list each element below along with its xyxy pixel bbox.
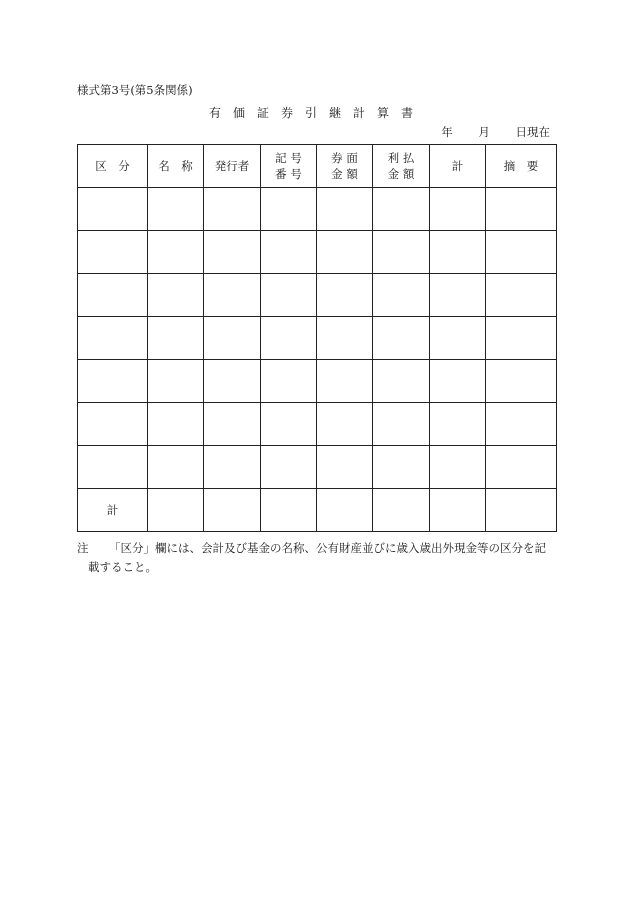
table-cell[interactable] xyxy=(204,360,261,403)
table-cell[interactable] xyxy=(317,489,373,532)
day-current-label: 日現在 xyxy=(515,125,550,139)
col-header-category: 区 分 xyxy=(78,145,148,188)
table-cell[interactable] xyxy=(204,317,261,360)
form-number: 様式第3号(第5条関係) xyxy=(77,83,193,97)
table-row xyxy=(78,317,557,360)
date-line xyxy=(441,124,550,140)
table-cell[interactable] xyxy=(78,274,148,317)
table-cell[interactable] xyxy=(204,489,261,532)
table-cell[interactable] xyxy=(317,403,373,446)
col-header-symbol-number: 記 号 番 号 xyxy=(261,145,317,188)
table-cell[interactable] xyxy=(486,317,557,360)
table-cell[interactable] xyxy=(317,231,373,274)
table-cell[interactable] xyxy=(373,231,430,274)
table-row xyxy=(78,188,557,231)
table-cell[interactable] xyxy=(486,403,557,446)
table-cell[interactable] xyxy=(430,489,486,532)
table-cell[interactable] xyxy=(78,446,148,489)
table-cell[interactable] xyxy=(261,231,317,274)
table-row xyxy=(78,446,557,489)
table-cell[interactable] xyxy=(317,317,373,360)
table-cell[interactable] xyxy=(261,274,317,317)
table-cell[interactable] xyxy=(78,360,148,403)
table-cell[interactable] xyxy=(317,360,373,403)
table-cell[interactable] xyxy=(148,231,204,274)
table-row xyxy=(78,274,557,317)
table-cell[interactable] xyxy=(430,446,486,489)
table-cell[interactable] xyxy=(261,360,317,403)
total-label: 計 xyxy=(78,489,148,532)
col-header-total: 計 xyxy=(430,145,486,188)
table-cell[interactable] xyxy=(204,274,261,317)
table-cell[interactable] xyxy=(148,360,204,403)
col-header-issuer: 発行者 xyxy=(204,145,261,188)
table-cell[interactable] xyxy=(317,274,373,317)
table-cell[interactable] xyxy=(261,489,317,532)
table-cell[interactable] xyxy=(148,403,204,446)
table-cell[interactable] xyxy=(430,403,486,446)
table-cell[interactable] xyxy=(486,489,557,532)
col-header-face-value: 券 面 金 額 xyxy=(317,145,373,188)
table-row xyxy=(78,231,557,274)
table-cell[interactable] xyxy=(373,360,430,403)
table-cell[interactable] xyxy=(78,317,148,360)
table-cell[interactable] xyxy=(148,274,204,317)
table-cell[interactable] xyxy=(486,446,557,489)
table-cell[interactable] xyxy=(204,446,261,489)
table-cell[interactable] xyxy=(261,403,317,446)
col-header-name: 名 称 xyxy=(148,145,204,188)
footnote xyxy=(77,539,557,577)
table-cell[interactable] xyxy=(373,403,430,446)
table-cell[interactable] xyxy=(486,188,557,231)
table-cell[interactable] xyxy=(261,188,317,231)
table-cell[interactable] xyxy=(317,446,373,489)
table-cell[interactable] xyxy=(148,446,204,489)
table-cell[interactable] xyxy=(486,231,557,274)
table-cell[interactable] xyxy=(430,274,486,317)
table-cell[interactable] xyxy=(486,274,557,317)
table-row xyxy=(78,403,557,446)
note-mark: 注 xyxy=(77,541,89,555)
table-cell[interactable] xyxy=(204,231,261,274)
table-cell[interactable] xyxy=(373,446,430,489)
note-line-2: 載すること。 xyxy=(88,560,157,574)
table-cell[interactable] xyxy=(204,403,261,446)
col-header-interest-amount: 利 払 金 額 xyxy=(373,145,430,188)
table-cell[interactable] xyxy=(373,489,430,532)
table-cell[interactable] xyxy=(430,188,486,231)
table-cell[interactable] xyxy=(486,360,557,403)
month-label: 月 xyxy=(478,125,490,139)
table-cell[interactable] xyxy=(78,188,148,231)
col-header-remarks: 摘 要 xyxy=(486,145,557,188)
table-cell[interactable] xyxy=(78,231,148,274)
header-row xyxy=(78,145,557,188)
table-cell[interactable] xyxy=(317,188,373,231)
table-row xyxy=(78,360,557,403)
table-cell[interactable] xyxy=(78,403,148,446)
table-cell[interactable] xyxy=(148,489,204,532)
table-cell[interactable] xyxy=(373,274,430,317)
table-cell[interactable] xyxy=(373,188,430,231)
table-cell[interactable] xyxy=(148,188,204,231)
total-row xyxy=(78,489,557,532)
year-label: 年 xyxy=(441,125,453,139)
table-cell[interactable] xyxy=(261,446,317,489)
table-cell[interactable] xyxy=(430,317,486,360)
table-cell[interactable] xyxy=(261,317,317,360)
table-cell[interactable] xyxy=(373,317,430,360)
table-cell[interactable] xyxy=(430,360,486,403)
table-cell[interactable] xyxy=(204,188,261,231)
table-cell[interactable] xyxy=(430,231,486,274)
document-title: 有価証券引継計算書 xyxy=(208,106,425,120)
note-line-1: 「区分」欄には、会計及び基金の名称、公有財産並びに歳入歳出外現金等の区分を記 xyxy=(109,541,546,555)
table-cell[interactable] xyxy=(148,317,204,360)
securities-table xyxy=(77,144,557,532)
